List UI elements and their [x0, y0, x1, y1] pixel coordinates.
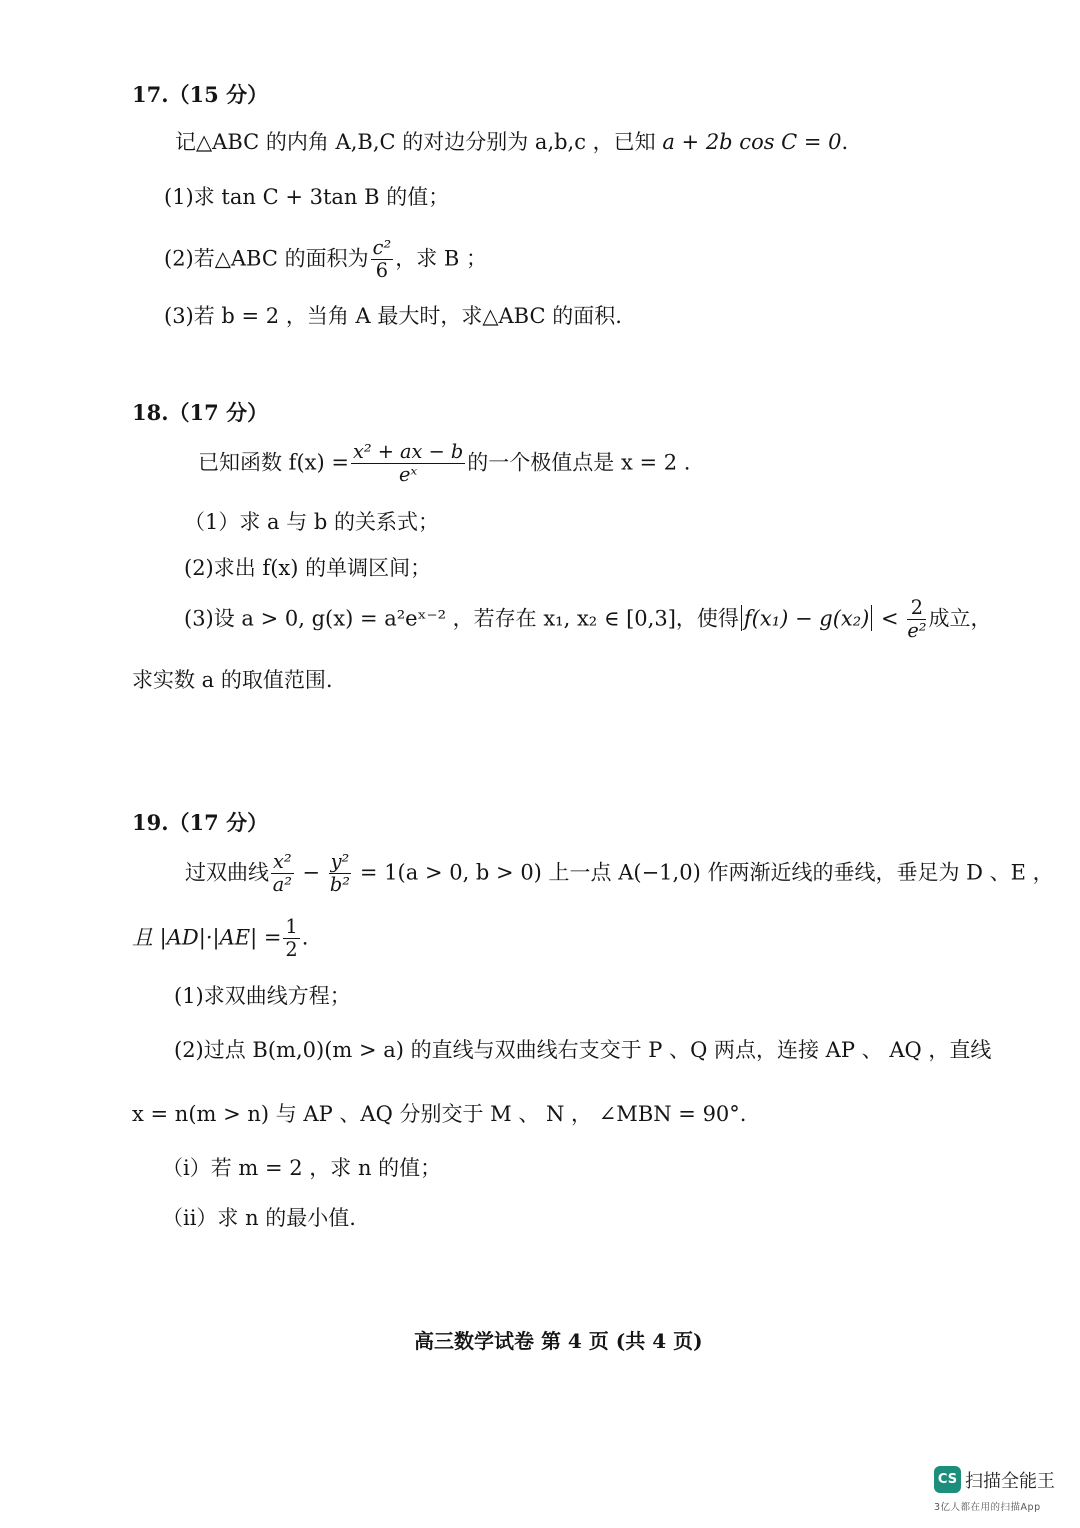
q19-condition-period: .: [301, 925, 309, 950]
q18-part1: （1）求 a 与 b 的关系式；: [184, 510, 440, 534]
watermark-brand: 扫描全能王: [965, 1470, 1055, 1492]
q18-bound-numerator: 2: [907, 598, 926, 620]
q18-stem: [198, 442, 690, 486]
q18-part3: [184, 598, 991, 642]
q18-bound-fraction: [907, 598, 926, 642]
scanner-watermark: [934, 1466, 1055, 1513]
q19-minus: −: [295, 860, 327, 885]
q19-x-fraction: [271, 852, 294, 896]
abs-bar-left: [741, 605, 742, 630]
q19-subpart-ii: （ii）求 n 的最小值.: [162, 1206, 356, 1230]
q18-part2: (2)求出 f(x) 的单调区间；: [184, 556, 432, 580]
q19-part2: (2)过点 B(m,0)(m > a) 的直线与双曲线右支交于 P 、Q 两点，连接 AP 、 AQ ，直线: [174, 1038, 992, 1062]
q17-part1: (1)求 tan C + 3tan B 的值；: [164, 185, 450, 209]
q19-part2-continued: x = n(m > n) 与 AP 、AQ 分别交于 M 、 N ， ∠MBN = 90°.: [132, 1102, 747, 1126]
q17-stem-equation: a + 2b cos C = 0: [662, 130, 842, 154]
q19-stem-text: 过双曲线: [185, 860, 269, 885]
q18-abs-expression: f(x₁) − g(x₂): [743, 606, 870, 631]
q18-function-fraction: [351, 442, 465, 486]
q17-area-numerator: c²: [372, 236, 392, 259]
q17-stem-text: 记△ABC 的内角 A,B,C 的对边分别为 a,b,c ，已知: [175, 130, 663, 154]
q19-condition: [132, 917, 308, 961]
q17-part2-ask: ，求 B ；: [395, 246, 487, 271]
q19-condition-denominator: 2: [285, 938, 298, 962]
q19-condition-text: 且 |AD|·|AE| =: [132, 925, 282, 950]
q17-area-denominator: 6: [375, 259, 389, 283]
q19-header: 19.（17 分）: [132, 810, 269, 835]
q17-header: 17.（15 分）: [132, 82, 269, 107]
q19-part1: (1)求双曲线方程；: [174, 984, 351, 1008]
camscanner-logo-icon: CS: [934, 1466, 961, 1493]
q19-stem: [185, 852, 1054, 896]
q19-stem-tail: = 1(a > 0, b > 0) 上一点 A(−1,0) 作两渐近线的垂线，垂足为 D 、E ，: [353, 860, 1054, 885]
q18-less-than: <: [874, 606, 906, 631]
q18-part3-tail: 成立，: [928, 606, 992, 631]
q18-bound-denominator: e²: [907, 619, 927, 643]
q19-y-numerator: y²: [330, 850, 350, 873]
q19-y-fraction: [329, 852, 352, 896]
q19-x-denominator: a²: [272, 873, 292, 897]
q17-part2: [164, 238, 487, 282]
watermark-tagline: 3亿人都在用的扫描App: [934, 1502, 1041, 1513]
q17-area-fraction: [371, 238, 394, 282]
q17-stem: 记△ABC 的内角 A,B,C 的对边分别为 a,b,c ，已知 a + 2b cos C = 0.: [175, 130, 849, 154]
q19-condition-numerator: 1: [285, 915, 298, 938]
q18-numerator: x² + ax − b: [352, 440, 464, 463]
q19-subpart-i: （i）若 m = 2 ，求 n 的值；: [162, 1156, 442, 1180]
q19-x-numerator: x²: [273, 850, 292, 873]
q17-part2-text: (2)若△ABC 的面积为: [164, 246, 369, 271]
abs-bar-right: [871, 605, 872, 630]
q18-header: 18.（17 分）: [132, 400, 269, 425]
page-footer: 高三数学试卷 第 4 页 (共 4 页): [414, 1329, 703, 1353]
q17-part3: (3)若 b = 2 ，当角 A 最大时，求△ABC 的面积.: [164, 304, 622, 328]
q18-denominator: eˣ: [398, 463, 418, 487]
q19-y-denominator: b²: [329, 873, 350, 897]
q19-condition-fraction: [283, 917, 299, 961]
q18-stem-tail: 的一个极值点是 x = 2 .: [467, 450, 691, 475]
q18-stem-text: 已知函数 f(x) =: [198, 450, 349, 475]
q18-part3-continued: 求实数 a 的取值范围.: [132, 668, 333, 692]
q18-part3-text: (3)设 a > 0, g(x) = a²eˣ⁻² ，若存在 x₁, x₂ ∈ [0,3]，使得: [184, 606, 739, 631]
